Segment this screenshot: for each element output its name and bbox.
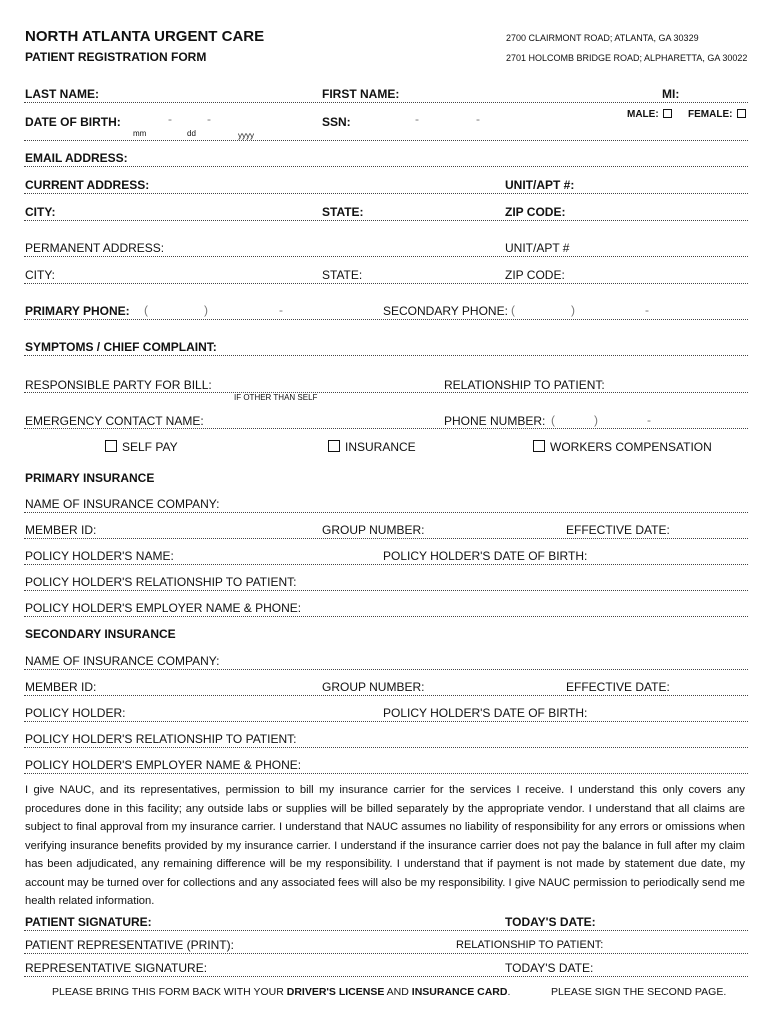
current-state-label: STATE: [322,205,364,219]
clinic-name: NORTH ATLANTA URGENT CARE [25,28,265,45]
emergency-contact-label: EMERGENCY CONTACT NAME: [25,414,204,428]
emergency-phone-label: PHONE NUMBER: [444,414,546,428]
primary-company-label: NAME OF INSURANCE COMPANY: [25,497,220,511]
secondary-group-number-label: GROUP NUMBER: [322,680,425,694]
todays-date-label-bold: TODAY'S DATE: [505,915,596,929]
ssn-separator-2: - [476,112,480,126]
secondary-holder-relationship-label: POLICY HOLDER'S RELATIONSHIP TO PATIENT: [25,732,297,746]
symptoms-line[interactable] [24,355,748,356]
representative-print-line[interactable] [24,953,748,954]
permanent-address-line[interactable] [24,256,748,257]
primary-group-number-label: GROUP NUMBER: [322,523,425,537]
ssn-label: SSN: [322,115,351,129]
ssn-separator-1: - [415,112,419,126]
primary-holder-relationship-label: POLICY HOLDER'S RELATIONSHIP TO PATIENT: [25,575,297,589]
secondary-phone-label: SECONDARY PHONE: [383,304,508,318]
male-checkbox[interactable] [663,109,672,118]
representative-print-label: PATIENT REPRESENTATIVE (PRINT): [25,938,234,952]
dob-separator-2: - [207,112,211,126]
primary-holder-dob-label: POLICY HOLDER'S DATE OF BIRTH: [383,549,588,563]
responsible-relationship-label: RELATIONSHIP TO PATIENT: [444,378,605,392]
self-pay-checkbox[interactable] [105,440,117,452]
current-zip-label: ZIP CODE: [505,205,566,219]
current-city-line[interactable] [24,220,748,221]
footer-period: . [507,986,511,998]
secondary-holder-label: POLICY HOLDER: [25,706,126,720]
primary-relationship-line[interactable] [24,590,748,591]
secondary-holder-line[interactable] [24,721,748,722]
primary-phone-paren-close: ) [204,303,208,317]
permanent-state-label: STATE: [322,268,363,282]
emergency-phone-paren-close: ) [594,413,598,427]
female-option[interactable] [688,109,751,120]
secondary-holder-dob-label: POLICY HOLDER'S DATE OF BIRTH: [383,706,588,720]
permanent-address-label: PERMANENT ADDRESS: [25,241,165,255]
footer-bring-note [52,986,510,998]
clinic-address-2: 2701 HOLCOMB BRIDGE ROAD; ALPHARETTA, GA 30022 [506,53,748,63]
primary-holder-employer-label: POLICY HOLDER'S EMPLOYER NAME & PHONE: [25,601,302,615]
secondary-company-label: NAME OF INSURANCE COMPANY: [25,654,220,668]
representative-signature-line[interactable] [24,976,748,977]
dob-line[interactable] [24,140,748,141]
secondary-holder-employer-label: POLICY HOLDER'S EMPLOYER NAME & PHONE: [25,758,302,772]
secondary-phone-dash: - [645,303,649,317]
current-city-label: CITY: [25,205,56,219]
todays-date-label: TODAY'S DATE: [505,961,594,975]
insurance-label: INSURANCE [345,440,416,454]
workers-comp-label: WORKERS COMPENSATION [550,440,712,454]
consent-paragraph: I give NAUC, and its representatives, permission to bill my insurance carrier for the services I receive. I understand this only covers any procedures done in this facility; any outside labs or supplies will be billed separately by the appropriate vendor. I understand that all claims are subject to final approval from my insurance carrier. I understand that NAUC assumes no liability of responsibility for any errors or omissions when verifying insurance benefits provided by my insurance carrier. I understand if the insurance carrier does not pay the balance in full after my claim has been adjudicated, any remaining difference will be my responsibility. I understand that if payment is not made by statement due date, my account may be turned over for collections and any associated fees will also be my responsibility. I give NAUC permission to periodically send me health related information. [25,784,745,907]
primary-holder-name-label: POLICY HOLDER'S NAME: [25,549,174,563]
secondary-member-line[interactable] [24,695,748,696]
female-checkbox[interactable] [737,109,746,118]
primary-phone-paren-open: ( [144,303,148,317]
secondary-phone-paren-close: ) [571,303,575,317]
secondary-employer-line[interactable] [24,773,748,774]
secondary-relationship-line[interactable] [24,747,748,748]
email-line[interactable] [24,166,748,167]
workers-comp-checkbox[interactable] [533,440,545,452]
patient-signature-line[interactable] [24,930,748,931]
secondary-insurance-heading: SECONDARY INSURANCE [25,627,176,641]
permanent-city-line[interactable] [24,283,748,284]
primary-company-line[interactable] [24,512,748,513]
primary-holder-line[interactable] [24,564,748,565]
permanent-zip-label: ZIP CODE: [505,268,565,282]
dob-mm-hint: mm [133,129,147,138]
insurance-checkbox[interactable] [328,440,340,452]
male-option[interactable] [627,109,677,120]
primary-insurance-heading: PRIMARY INSURANCE [25,471,155,485]
secondary-company-line[interactable] [24,669,748,670]
current-address-label: CURRENT ADDRESS: [25,178,150,192]
patient-signature-label: PATIENT SIGNATURE: [25,915,152,929]
secondary-member-id-label: MEMBER ID: [25,680,97,694]
symptoms-label: SYMPTOMS / CHIEF COMPLAINT: [25,340,217,354]
representative-signature-label: REPRESENTATIVE SIGNATURE: [25,961,208,975]
current-address-line[interactable] [24,193,748,194]
primary-employer-line[interactable] [24,616,748,617]
permanent-unit-label: UNIT/APT # [505,241,570,255]
phone-line[interactable] [24,319,748,320]
footer-insurance-card: INSURANCE CARD [411,986,508,998]
responsible-party-line[interactable] [24,392,748,393]
primary-phone-dash: - [279,303,283,317]
footer-and: AND [384,986,412,998]
dob-yyyy-hint: yyyy [238,131,254,140]
name-line[interactable] [24,102,748,103]
emergency-phone-dash: - [647,413,651,427]
self-pay-label: SELF PAY [122,440,178,454]
permanent-city-label: CITY: [25,268,56,282]
workers-comp-option[interactable] [533,440,712,454]
primary-member-line[interactable] [24,538,748,539]
primary-phone-label: PRIMARY PHONE: [25,304,130,318]
self-pay-option[interactable] [105,440,178,454]
first-name-label: FIRST NAME: [322,87,400,101]
emergency-phone-paren-open: ( [551,413,555,427]
last-name-label: LAST NAME: [25,87,99,101]
female-label: FEMALE: [688,109,733,120]
secondary-phone-paren-open: ( [511,303,515,317]
if-other-than-self-note: IF OTHER THAN SELF [234,393,318,402]
footer-bring-prefix: PLEASE BRING THIS FORM BACK WITH YOUR [52,986,287,998]
footer-drivers-license: DRIVER'S LICENSE [286,986,385,998]
representative-relationship-label: RELATIONSHIP TO PATIENT: [456,939,604,951]
dob-separator-1: - [168,112,172,126]
clinic-address-1: 2700 CLAIRMONT ROAD; ATLANTA, GA 30329 [506,33,699,43]
responsible-party-label: RESPONSIBLE PARTY FOR BILL: [25,378,212,392]
primary-member-id-label: MEMBER ID: [25,523,97,537]
dob-label: DATE OF BIRTH: [25,115,121,129]
emergency-contact-line[interactable] [24,428,748,429]
form-title: PATIENT REGISTRATION FORM [25,50,207,64]
dob-dd-hint: dd [187,129,196,138]
email-label: EMAIL ADDRESS: [25,151,128,165]
insurance-option[interactable] [328,440,416,454]
secondary-effective-date-label: EFFECTIVE DATE: [566,680,670,694]
footer-sign-second-page: PLEASE SIGN THE SECOND PAGE. [551,986,727,998]
mi-label: MI: [662,87,680,101]
primary-effective-date-label: EFFECTIVE DATE: [566,523,670,537]
current-unit-label: UNIT/APT #: [505,178,575,192]
male-label: MALE: [627,109,659,120]
